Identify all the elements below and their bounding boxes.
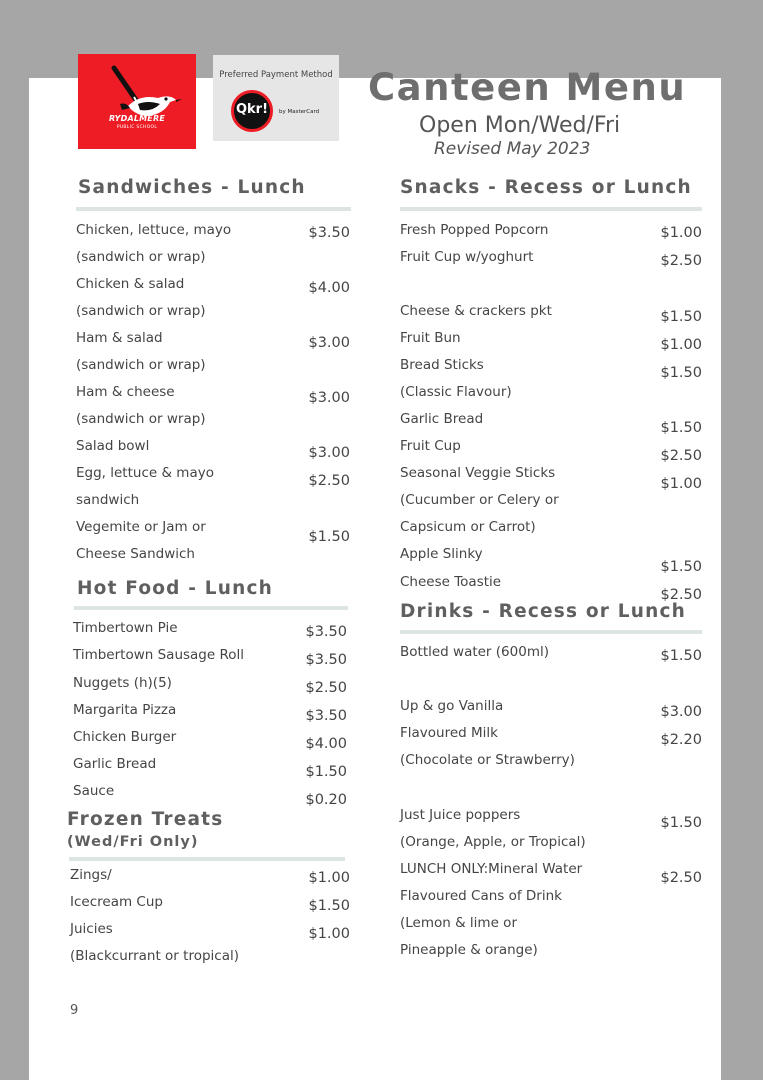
list-item: (sandwich or wrap) xyxy=(76,303,206,319)
list-item: Margarita Pizza xyxy=(73,702,177,718)
price: $0.20 xyxy=(305,792,347,808)
list-item: Apple Slinky xyxy=(400,546,483,562)
list-item: Garlic Bread xyxy=(400,411,484,427)
list-item: Ham & cheese xyxy=(76,384,175,400)
frozen-rule xyxy=(69,857,345,861)
price: $1.50 xyxy=(660,648,702,664)
price: $3.50 xyxy=(308,225,350,241)
list-item: (sandwich or wrap) xyxy=(76,411,206,427)
frozen-subheading: (Wed/Fri Only) xyxy=(67,834,199,850)
price: $4.00 xyxy=(305,736,347,752)
page-number: 9 xyxy=(70,1003,79,1018)
list-item: Salad bowl xyxy=(76,438,150,454)
price: $3.00 xyxy=(308,445,350,461)
list-item: Sauce xyxy=(73,783,115,799)
bird-icon xyxy=(78,54,196,149)
list-item: Cheese Sandwich xyxy=(76,546,195,562)
list-item: Fruit Cup xyxy=(400,438,461,454)
payment-method-box xyxy=(213,55,339,141)
list-item: Bottled water (600ml) xyxy=(400,644,549,660)
list-item: Flavoured Milk xyxy=(400,725,498,741)
hot-food-heading: Hot Food - Lunch xyxy=(77,578,274,599)
price: $4.00 xyxy=(308,280,350,296)
list-item: Just Juice poppers xyxy=(400,807,521,823)
list-item: LUNCH ONLY:Mineral Water xyxy=(400,861,583,877)
price: $1.00 xyxy=(308,926,350,942)
list-item: Fresh Popped Popcorn xyxy=(400,222,549,238)
school-logo xyxy=(78,54,196,149)
price: $3.50 xyxy=(305,624,347,640)
price: $3.00 xyxy=(308,390,350,406)
list-item: Chicken & salad xyxy=(76,276,185,292)
drinks-rule xyxy=(400,630,702,634)
list-item: (Lemon & lime or xyxy=(400,915,517,931)
frozen-heading: Frozen Treats xyxy=(67,809,224,830)
qkr-by-label: by MasterCard xyxy=(279,109,320,115)
list-item: Timbertown Pie xyxy=(73,620,178,636)
list-item: (sandwich or wrap) xyxy=(76,357,206,373)
list-item: Juicies xyxy=(70,921,113,937)
price: $1.00 xyxy=(660,225,702,241)
price: $1.50 xyxy=(660,420,702,436)
list-item: Nuggets (h)(5) xyxy=(73,675,172,691)
list-item: (sandwich or wrap) xyxy=(76,249,206,265)
list-item: Capsicum or Carrot) xyxy=(400,519,536,535)
sandwiches-rule xyxy=(76,207,351,211)
price: $1.50 xyxy=(660,815,702,831)
price: $2.50 xyxy=(305,680,347,696)
list-item: (Cucumber or Celery or xyxy=(400,492,559,508)
price: $3.00 xyxy=(660,704,702,720)
list-item: Timbertown Sausage Roll xyxy=(73,647,245,663)
list-item: Zings/ xyxy=(70,867,112,883)
page-title: Canteen Menu xyxy=(368,66,687,109)
price: $2.50 xyxy=(660,448,702,464)
price: $2.20 xyxy=(660,732,702,748)
qkr-text: Qkr! xyxy=(235,102,269,117)
list-item: Chicken Burger xyxy=(73,729,177,745)
list-item: Pineapple & orange) xyxy=(400,942,538,958)
price: $1.00 xyxy=(660,337,702,353)
list-item: Bread Sticks xyxy=(400,357,484,373)
snacks-rule xyxy=(400,207,702,211)
school-subtitle: PUBLIC SCHOOL xyxy=(116,125,158,130)
hot-food-rule xyxy=(74,606,348,610)
qkr-logo xyxy=(231,90,273,132)
price: $2.50 xyxy=(660,253,702,269)
price: $1.00 xyxy=(660,476,702,492)
list-item: Chicken, lettuce, mayo xyxy=(76,222,232,238)
list-item: (Classic Flavour) xyxy=(400,384,512,400)
price: $1.50 xyxy=(660,309,702,325)
list-item: Ham & salad xyxy=(76,330,163,346)
price: $1.50 xyxy=(308,898,350,914)
price: $3.50 xyxy=(305,708,347,724)
price: $1.50 xyxy=(660,365,702,381)
list-item: (Chocolate or Strawberry) xyxy=(400,752,575,768)
price: $1.50 xyxy=(660,559,702,575)
list-item: Flavoured Cans of Drink xyxy=(400,888,562,904)
price: $2.50 xyxy=(660,587,702,603)
price: $3.50 xyxy=(305,652,347,668)
price: $2.50 xyxy=(308,473,350,489)
payment-label: Preferred Payment Method xyxy=(219,70,333,80)
school-name: RYDALMERE xyxy=(109,114,165,123)
price: $3.00 xyxy=(308,335,350,351)
list-item: Vegemite or Jam or xyxy=(76,519,206,535)
list-item: Garlic Bread xyxy=(73,756,157,772)
price: $2.50 xyxy=(660,870,702,886)
list-item: sandwich xyxy=(76,492,140,508)
list-item: Fruit Cup w/yoghurt xyxy=(400,249,534,265)
price: $1.00 xyxy=(308,870,350,886)
price: $1.50 xyxy=(305,764,347,780)
list-item: Cheese Toastie xyxy=(400,574,502,590)
revised-date: Revised May 2023 xyxy=(434,139,591,159)
drinks-heading: Drinks - Recess or Lunch xyxy=(400,601,686,622)
list-item: (Orange, Apple, or Tropical) xyxy=(400,834,586,850)
snacks-heading: Snacks - Recess or Lunch xyxy=(400,177,692,198)
list-item: Egg, lettuce & mayo xyxy=(76,465,214,481)
list-item: Up & go Vanilla xyxy=(400,698,504,714)
list-item: Icecream Cup xyxy=(70,894,163,910)
list-item: (Blackcurrant or tropical) xyxy=(70,948,239,964)
list-item: Seasonal Veggie Sticks xyxy=(400,465,556,481)
sandwiches-heading: Sandwiches - Lunch xyxy=(78,177,306,198)
open-days: Open Mon/Wed/Fri xyxy=(419,113,621,138)
list-item: Fruit Bun xyxy=(400,330,461,346)
price: $1.50 xyxy=(308,529,350,545)
list-item: Cheese & crackers pkt xyxy=(400,303,552,319)
